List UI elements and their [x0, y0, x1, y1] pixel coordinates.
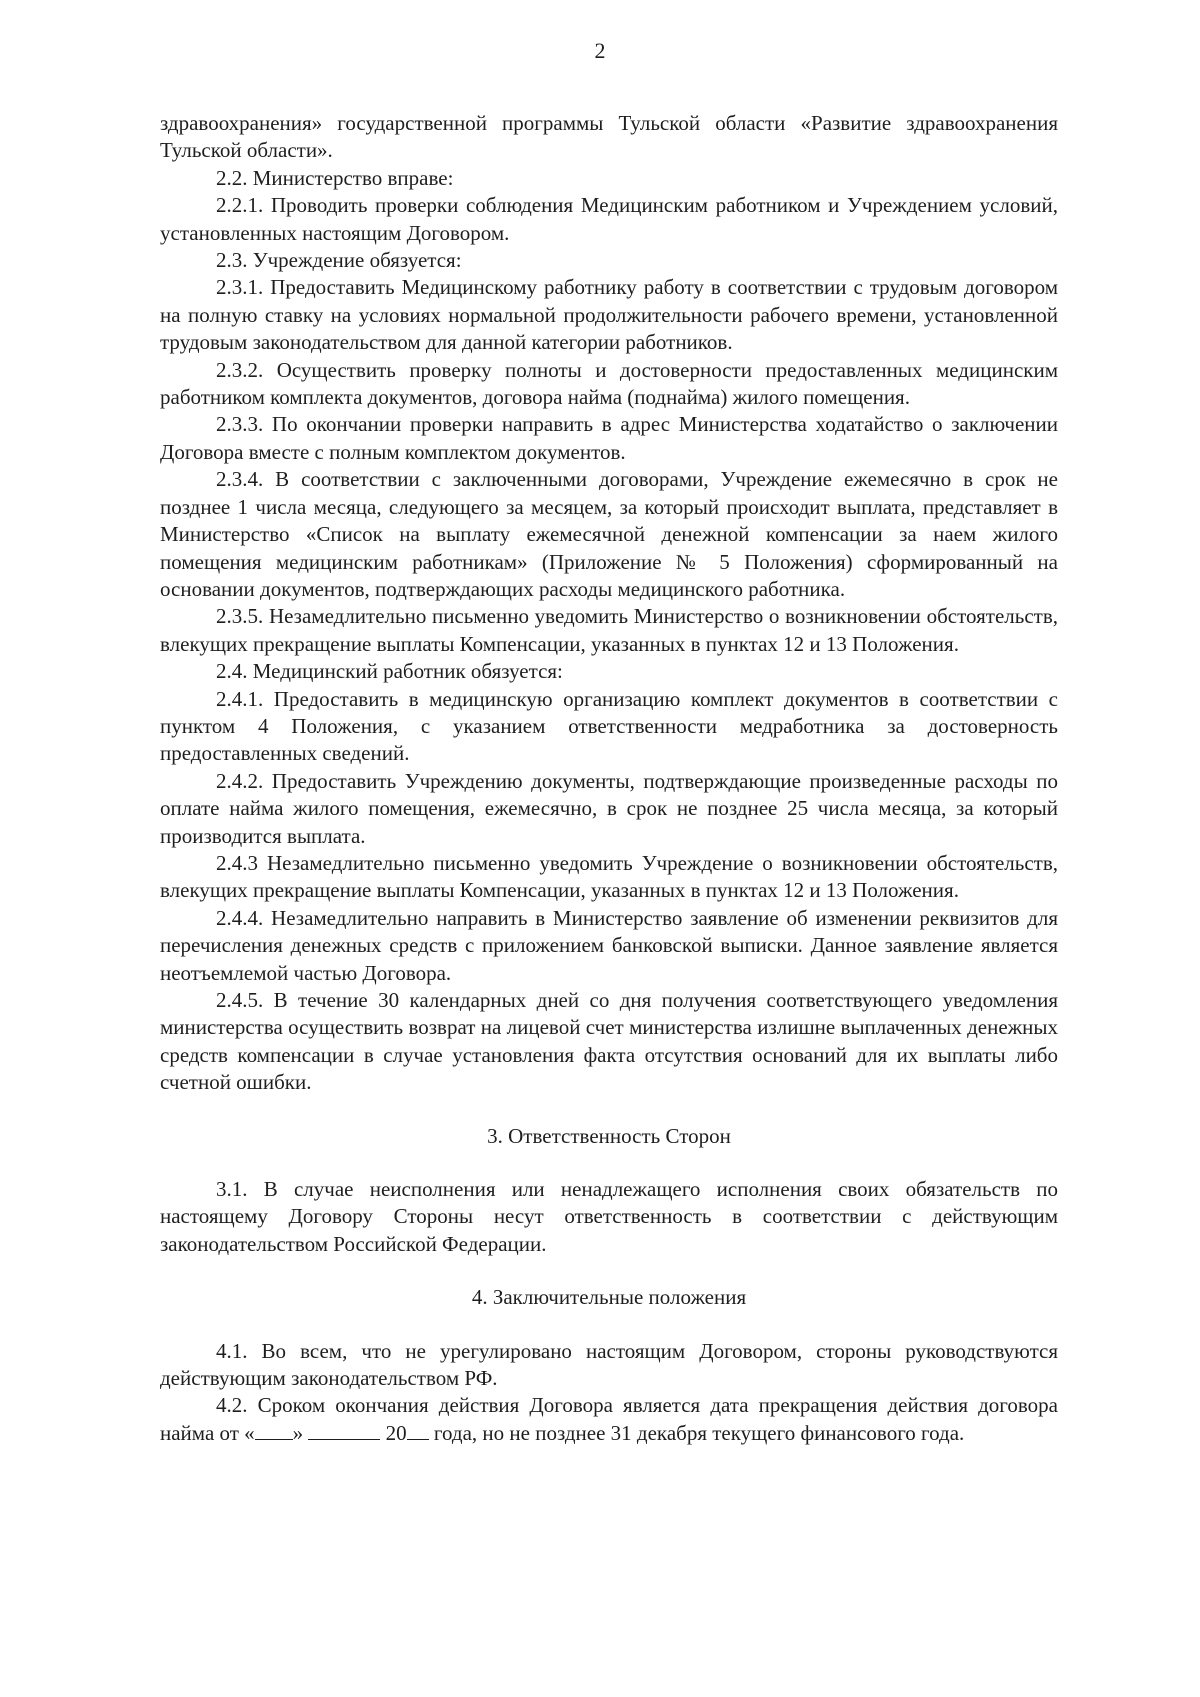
paragraph-2-4-1: 2.4.1. Предоставить в медицинскую организацию комплект документов в соответствии с пунктом 4 Положения, с указанием ответственности медработника за достоверность предоставленных сведений.	[160, 686, 1058, 766]
paragraph-4-2-quote-close: »	[292, 1420, 304, 1445]
paragraph-2-4-2: 2.4.2. Предоставить Учреждению документы, подтверждающие произведенные расходы по оплате найма жилого помещения, ежемесячно, в срок не позднее 25 числа месяца, за который производится выплата.	[160, 768, 1058, 848]
paragraph-4-2-start: 4.2. Сроком окончания действия Договора является дата прекращения действия договора найма от «	[160, 1393, 1058, 1445]
paragraph-3-1: 3.1. В случае неисполнения или ненадлежащего исполнения своих обязательств по настоящему Договору Стороны несут ответственность в соответствии с действующим законодательством Российской Федерации.	[160, 1177, 1058, 1256]
paragraph-2-3-5: 2.3.5. Незамедлительно письменно уведомить Министерство о возникновении обстоятельств, влекущих прекращение выплаты Компенсации, указанных в пунктах 12 и 13 Положения.	[160, 604, 1058, 656]
paragraph-2-2-1: 2.2.1. Проводить проверки соблюдения Медицинским работником и Учреждением условий, установленных настоящим Договором.	[160, 193, 1058, 245]
paragraph-2-2: 2.2. Министерство вправе:	[216, 165, 454, 190]
paragraph-4-2-year-prefix: 20	[385, 1420, 407, 1445]
paragraph-4-2	[160, 1392, 1058, 1447]
paragraph-2-3-1: 2.3.1. Предоставить Медицинскому работнику работу в соответствии с трудовым договором на полную ставку на условиях нормальной продолжительности рабочего времени, установленной трудовым законодательством для данной категории работников.	[160, 275, 1058, 355]
year-blank	[407, 1421, 429, 1440]
month-blank	[308, 1421, 380, 1440]
document-body	[160, 110, 1058, 1447]
page-number: 2	[594, 38, 606, 63]
paragraph-2-3-4: 2.3.4. В соответствии с заключенными договорами, Учреждение ежемесячно в срок не позднее 1 числа месяца, следующего за месяцем, за который происходит выплата, представляет в Министерство «Список на выплату ежемесячной денежной компенсации за наем жилого помещения медицинским работникам» (Приложение № 5 Положения) сформированный на основании документов, подтверждающих расходы медицинского работника.	[160, 467, 1058, 601]
paragraph-2-4-4: 2.4.4. Незамедлительно направить в Министерство заявление об изменении реквизитов для перечисления денежных средств с приложением банковской выписки. Данное заявление является неотъемлемой частью Договора.	[160, 905, 1058, 985]
paragraph-2-3: 2.3. Учреждение обязуется:	[216, 248, 462, 273]
paragraph-4-2-end: года, но не позднее 31 декабря текущего финансового года.	[428, 1420, 965, 1445]
paragraph-2-3-2: 2.3.2. Осуществить проверку полноты и достоверности предоставленных медицинским работником комплекта документов, договора найма (поднайма) жилого помещения.	[160, 357, 1058, 410]
paragraph-continuation: здравоохранения» государственной программы Тульской области «Развитие здравоохранения Тульской области».	[160, 111, 1058, 163]
paragraph-4-1: 4.1. Во всем, что не урегулировано настоящим Договором, стороны руководствуются действующим законодательством РФ.	[160, 1338, 1058, 1391]
section-3-heading: 3. Ответственность Сторон	[487, 1123, 731, 1148]
paragraph-2-4: 2.4. Медицинский работник обязуется:	[216, 659, 563, 684]
paragraph-2-4-3: 2.4.3 Незамедлительно письменно уведомить Учреждение о возникновении обстоятельств, влекущих прекращение выплаты Компенсации, указанных в пунктах 12 и 13 Положения.	[160, 850, 1058, 903]
section-4-heading: 4. Заключительные положения	[471, 1285, 747, 1310]
paragraph-2-4-5: 2.4.5. В течение 30 календарных дней со дня получения соответствующего уведомления министерства осуществить возврат на лицевой счет министерства излишне выплаченных денежных средств компенсации в случае установления факта отсутствия оснований для их выплаты либо счетной ошибки.	[160, 988, 1058, 1095]
paragraph-2-3-3: 2.3.3. По окончании проверки направить в адрес Министерства ходатайство о заключении Договора вместе с полным комплектом документов.	[160, 412, 1058, 464]
day-blank	[255, 1421, 293, 1440]
